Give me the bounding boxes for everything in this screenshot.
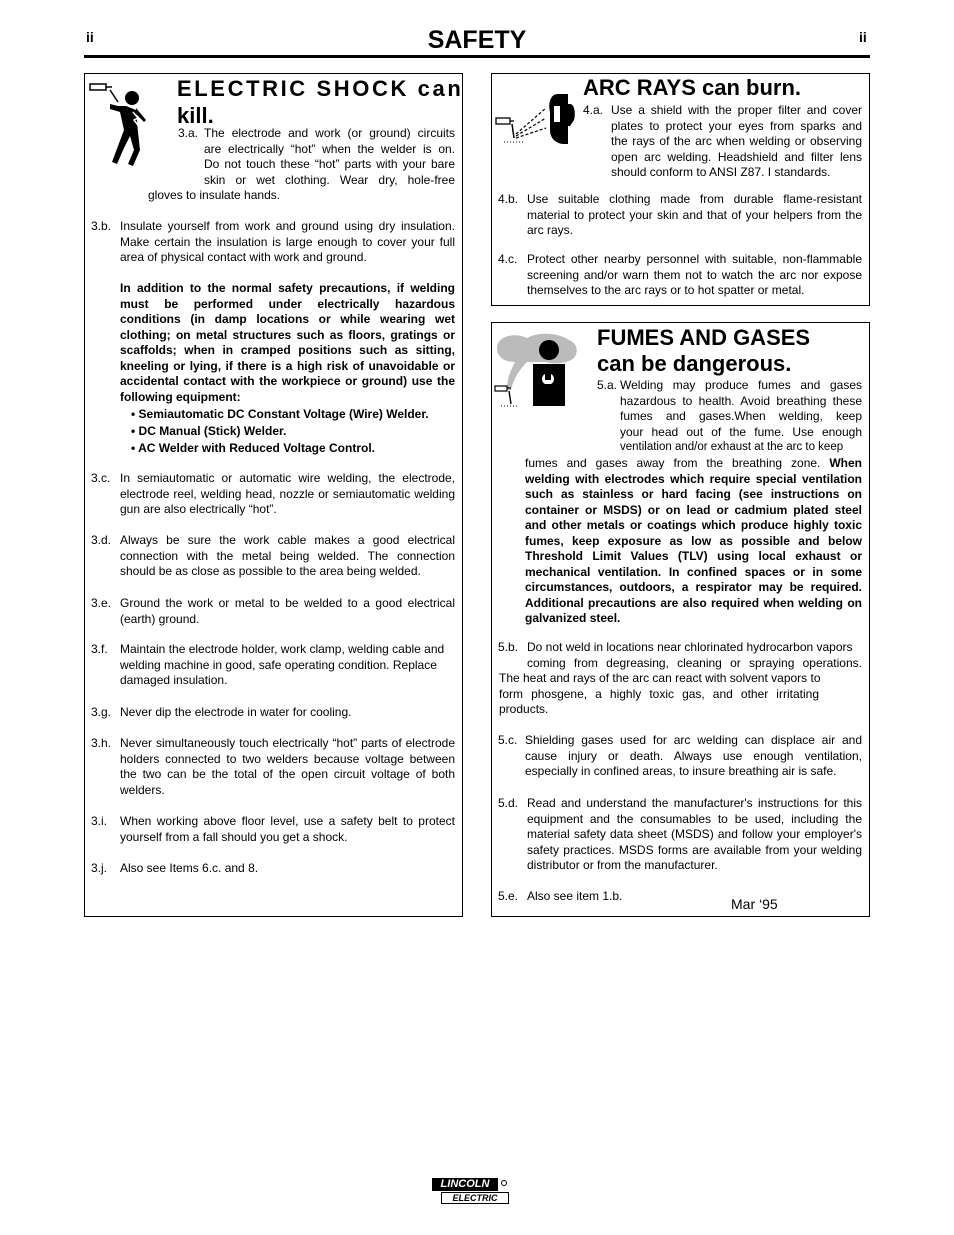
item-4a-line2: plates to protect your eyes from sparks and [611,118,862,133]
item-5a-line1: Welding may produce fumes and gases [620,378,862,392]
item-5c-label: 5.c. [498,733,518,747]
item-5e-text: Also see item 1.b. [527,889,623,903]
item-4a-line4: open arc welding. Headshield and filter lens [611,149,862,164]
item-3j-text: Also see Items 6.c. and 8. [120,861,259,875]
item-4b-label: 4.b. [498,192,519,206]
item-5a-line4: your head out of the fume. Use enough [620,424,862,439]
item-5a-line3: fumes and gases.When welding, keep [620,409,862,423]
item-3j-label: 3.j. [91,861,108,875]
item-3g-text: Never dip the electrode in water for cooling. [120,705,352,719]
item-5a-line5: ventilation and/or exhaust at the arc to keep [620,441,844,453]
fumes-icon [493,330,581,410]
item-5a-label: 5.a. [597,378,618,392]
electric-shock-title-line1: ELECTRIC SHOCK can [177,76,464,101]
item-4a-line5: should conform to ANSI Z87. I standards. [611,165,831,179]
item-3h-text: Never simultaneously touch electrically “hot” parts of electrode holders connected to two welders because voltage between the two can be the total of the open circuit voltage of both welders. [120,736,455,797]
item-3a-line4: skin or wet clothing. Wear dry, hole-free [204,172,455,187]
item-5b-line5: products. [499,702,549,716]
item-3d-label: 3.d. [91,533,112,547]
item-5e-label: 5.e. [498,889,519,903]
page-title: SAFETY [427,26,527,54]
registered-mark-icon [501,1180,507,1186]
item-3b-warning: In addition to the normal safety precautions, if welding must be performed under electrically hazardous conditions (in damp locations or while wearing wet clothing; on metal structures such as floors, gratings or scaffolds; when in cramped positions such as sitting, kneeling or lying, if there is a high risk of unavoidable or accidental contact with the workpiece or ground) use the following equipment: [120,281,455,404]
item-3f-text: Maintain the electrode holder, work clamp, welding cable and welding machine in good, safe operating condition. Replace damaged insulation. [120,642,445,687]
item-3a-line2: are electrically “hot” when the welder is on. [204,141,455,156]
page-number-left: ii [86,29,94,45]
revision-date: Mar ‘95 [731,896,778,912]
arc-rays-title: ARC RAYS can burn. [583,75,802,100]
item-5b-line2: coming from degreasing, cleaning or spraying operations. [527,655,862,670]
electric-shock-icon [88,80,152,166]
item-5d-text: Read and understand the manufacturer's instructions for this equipment and the consumables to be used, including the material safety data sheet (MSDS) and follow your employer's safety practices. MSDS forms are available from your welding distributor or from the manufacturer. [527,796,862,872]
arc-rays-icon [494,90,578,150]
electric-shock-title-line2: kill. [177,103,214,128]
header-rule [84,55,870,58]
item-5b-line4: form phosgene, a highly toxic gas, and other irritating [499,686,819,701]
item-5a-warning: When welding with electrodes which require special ventilation such as stainless or hard facing (see instructions on container or MSDS) or on lead or cadmium plated steel and other metals or coatings which produce highly toxic fumes, keep exposure as low as possible and below Threshold Limit Values (TLV) using local exhaust or mechanical ventilation. In confined spaces or in some circumstances, outdoors, a respirator may be required. Additional precautions are also required when welding on galvanized steel. [525,456,862,625]
item-3a-label: 3.a. [178,126,199,140]
fumes-title-line2: can be dangerous. [597,351,792,376]
item-5a-line2: hazardous to health. Avoid breathing these [620,393,862,408]
equipment-bullet-3: • AC Welder with Reduced Voltage Control. [131,441,375,455]
item-5a-cont-text: fumes and gases away from the breathing zone. [525,456,821,470]
item-3e-label: 3.e. [91,596,112,610]
equipment-bullet-2: • DC Manual (Stick) Welder. [131,424,287,438]
item-3d-text: Always be sure the work cable makes a good electrical connection with the metal being welded. The connection should be as close as possible to the area being welded. [120,533,455,578]
item-3a-line5: gloves to insulate hands. [148,188,281,202]
item-3a-line1: The electrode and work (or ground) circuits [204,126,455,140]
fumes-title-line1: FUMES AND GASES [597,325,811,350]
item-3c-label: 3.c. [91,471,111,485]
item-3a-line3: Do not touch these “hot” parts with your bare [204,157,455,171]
item-5d-label: 5.d. [498,796,519,810]
item-3e-text: Ground the work or metal to be welded to a good electrical (earth) ground. [120,596,455,626]
lincoln-electric-logo [432,1178,510,1206]
item-3h-label: 3.h. [91,736,112,750]
item-3b-label: 3.b. [91,219,112,233]
item-5b-line3: The heat and rays of the arc can react with solvent vapors to [499,671,821,685]
item-4c-label: 4.c. [498,252,518,266]
item-3f-label: 3.f. [91,642,108,656]
item-3b-text: Insulate yourself from work and ground using dry insulation. Make certain the insulation is large enough to cover your full area of physical contact with work and ground. [120,219,455,264]
item-3g-label: 3.g. [91,705,112,719]
item-3i-label: 3.i. [91,814,108,828]
page-number-right: ii [859,29,867,45]
item-3c-text: In semiautomatic or automatic wire welding, the electrode, electrode reel, welding head, nozzle or semiautomatic welding gun are also electrically “hot”. [120,471,455,516]
item-4c-text: Protect other nearby personnel with suitable, non-flammable screening and/or warn them not to watch the arc nor expose themselves to the arc rays or to hot spatter or metal. [527,252,862,297]
equipment-bullet-1: • Semiautomatic DC Constant Voltage (Wire) Welder. [131,407,429,421]
item-4a-line1: Use a shield with the proper filter and cover [611,103,862,117]
item-4a-line3: the rays of the arc when welding or observing [611,134,862,148]
item-4b-text: Use suitable clothing made from durable flame-resistant material to protect your skin and that of your helpers from the arc rays. [527,192,862,237]
item-5a-continued [525,456,862,627]
item-3i-text: When working above floor level, use a safety belt to protect yourself from a fall should you get a shock. [120,814,455,844]
item-5b-line1: Do not weld in locations near chlorinated hydrocarbon vapors [527,640,853,654]
item-5b-label: 5.b. [498,640,519,654]
logo-bottom-text: ELECTRIC [441,1192,509,1204]
item-4a-label: 4.a. [583,103,604,117]
item-5c-text: Shielding gases used for arc welding can displace air and cause injury or death. Always use enough ventilation, especially in confined areas, to insure breathing air is safe. [525,733,862,778]
logo-top-text: LINCOLN [432,1178,498,1191]
